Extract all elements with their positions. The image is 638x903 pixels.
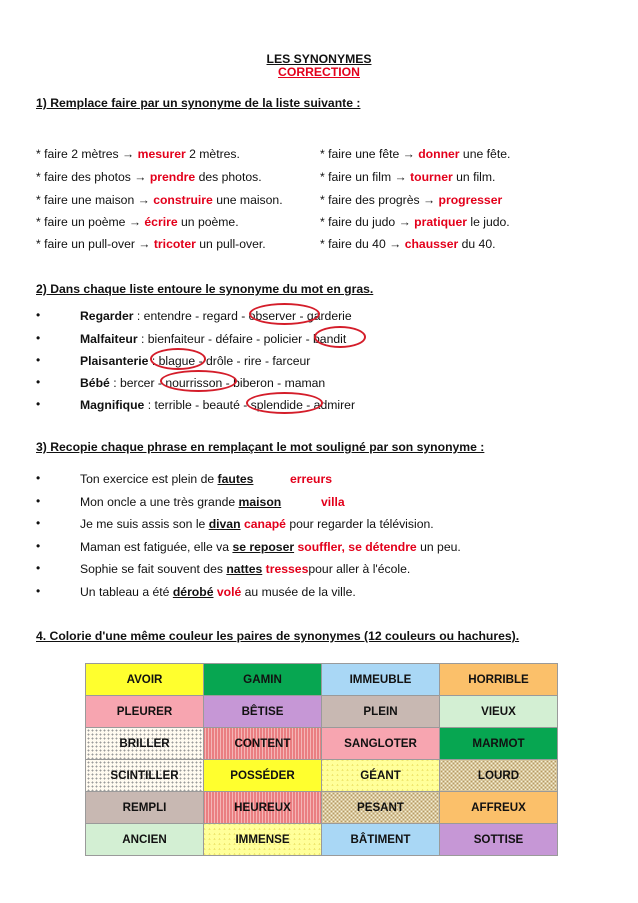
table-row — [86, 760, 558, 792]
exercise-1-line: * faire une fête → donner une fête. — [320, 147, 511, 161]
page-subtitle: CORRECTION — [278, 65, 360, 79]
table-cell[interactable]: POSSÉDER — [204, 760, 322, 792]
table-cell[interactable]: IMMEUBLE — [322, 664, 440, 696]
table-cell[interactable]: AVOIR — [86, 664, 204, 696]
table-cell[interactable]: GÉANT — [322, 760, 440, 792]
sentence-item: Je me suis assis son le divan canapé pour regarder la télévision. — [80, 517, 434, 531]
table-cell[interactable]: BRILLER — [86, 728, 204, 760]
answer-circle — [160, 370, 237, 392]
table-cell[interactable]: HEUREUX — [204, 792, 322, 824]
sentence-item: Mon oncle a une très grande maison — [80, 495, 282, 509]
page-title: LES SYNONYMES — [266, 52, 372, 66]
answer-circle — [314, 326, 366, 348]
list-item: Plaisanterie : blague - drôle - rire - farceur — [80, 354, 311, 368]
table-row — [86, 792, 558, 824]
list-item: Bébé : bercer - nourrisson - biberon - maman — [80, 376, 326, 390]
table-cell[interactable]: SCINTILLER — [86, 760, 204, 792]
table-cell[interactable]: ANCIEN — [86, 824, 204, 856]
table-cell[interactable]: SOTTISE — [440, 824, 558, 856]
section-4-heading: 4. Colorie d'une même couleur les paires de synonymes (12 couleurs ou hachures). — [36, 629, 520, 643]
bullet: • — [36, 561, 41, 575]
bullet: • — [36, 308, 41, 322]
table-cell[interactable]: AFFREUX — [440, 792, 558, 824]
table-row — [86, 664, 558, 696]
bullet: • — [36, 516, 41, 530]
table-cell[interactable]: PLEIN — [322, 696, 440, 728]
list-item: Regarder : entendre - regard - observer - garderie — [80, 309, 352, 323]
sentence-item: Un tableau a été dérobé volé au musée de la ville. — [80, 585, 356, 599]
table-cell[interactable]: BÊTISE — [204, 696, 322, 728]
exercise-1-line: * faire une maison → construire une maison. — [36, 193, 283, 207]
table-cell[interactable]: IMMENSE — [204, 824, 322, 856]
table-row — [86, 824, 558, 856]
table-cell[interactable]: SANGLOTER — [322, 728, 440, 760]
table-row — [86, 696, 558, 728]
bullet: • — [36, 584, 41, 598]
exercise-1-line: * faire du 40 → chausser du 40. — [320, 237, 496, 251]
table-cell[interactable]: GAMIN — [204, 664, 322, 696]
bullet: • — [36, 397, 41, 411]
table-cell[interactable]: LOURD — [440, 760, 558, 792]
bullet: • — [36, 331, 41, 345]
exercise-1-line: * faire du judo → pratiquer le judo. — [320, 215, 510, 229]
bullet: • — [36, 494, 41, 508]
answer-text: villa — [321, 495, 345, 509]
list-item: Magnifique : terrible - beauté - splendide - admirer — [80, 398, 355, 412]
table-cell[interactable]: PLEURER — [86, 696, 204, 728]
answer-circle — [246, 392, 323, 414]
exercise-1-line: * faire 2 mètres → mesurer 2 mètres. — [36, 147, 240, 161]
table-cell[interactable]: CONTENT — [204, 728, 322, 760]
list-item: Malfaiteur : bienfaiteur - défaire - policier - bandit — [80, 332, 347, 346]
exercise-1-line: * faire un pull-over → tricoter un pull-over. — [36, 237, 266, 251]
table-cell[interactable]: MARMOT — [440, 728, 558, 760]
table-row — [86, 728, 558, 760]
table-cell[interactable]: PESANT — [322, 792, 440, 824]
exercise-1-line: * faire des photos → prendre des photos. — [36, 170, 262, 184]
answer-circle — [249, 303, 320, 325]
sentence-item: Ton exercice est plein de fautes — [80, 472, 254, 486]
exercise-1-line: * faire des progrès → progresser — [320, 193, 503, 207]
table-cell[interactable]: REMPLI — [86, 792, 204, 824]
answer-text: erreurs — [290, 472, 333, 486]
table-cell[interactable]: BÂTIMENT — [322, 824, 440, 856]
synonym-color-table — [85, 663, 558, 856]
exercise-1-line: * faire un poème → écrire un poème. — [36, 215, 239, 229]
section-1-heading: 1) Remplace faire par un synonyme de la liste suivante : — [36, 96, 361, 110]
sentence-item: Sophie se fait souvent des nattes tressespour aller à l'école. — [80, 562, 411, 576]
answer-circle — [150, 348, 206, 370]
table-cell[interactable]: VIEUX — [440, 696, 558, 728]
table-cell[interactable]: HORRIBLE — [440, 664, 558, 696]
sentence-item: Maman est fatiguée, elle va se reposer souffler, se détendre un peu. — [80, 540, 461, 554]
section-2-heading: 2) Dans chaque liste entoure le synonyme du mot en gras. — [36, 282, 374, 296]
bullet: • — [36, 539, 41, 553]
bullet: • — [36, 375, 41, 389]
section-3-heading: 3) Recopie chaque phrase en remplaçant le mot souligné par son synonyme : — [36, 440, 485, 454]
bullet: • — [36, 353, 41, 367]
exercise-1-line: * faire un film → tourner un film. — [320, 170, 496, 184]
bullet: • — [36, 471, 41, 485]
